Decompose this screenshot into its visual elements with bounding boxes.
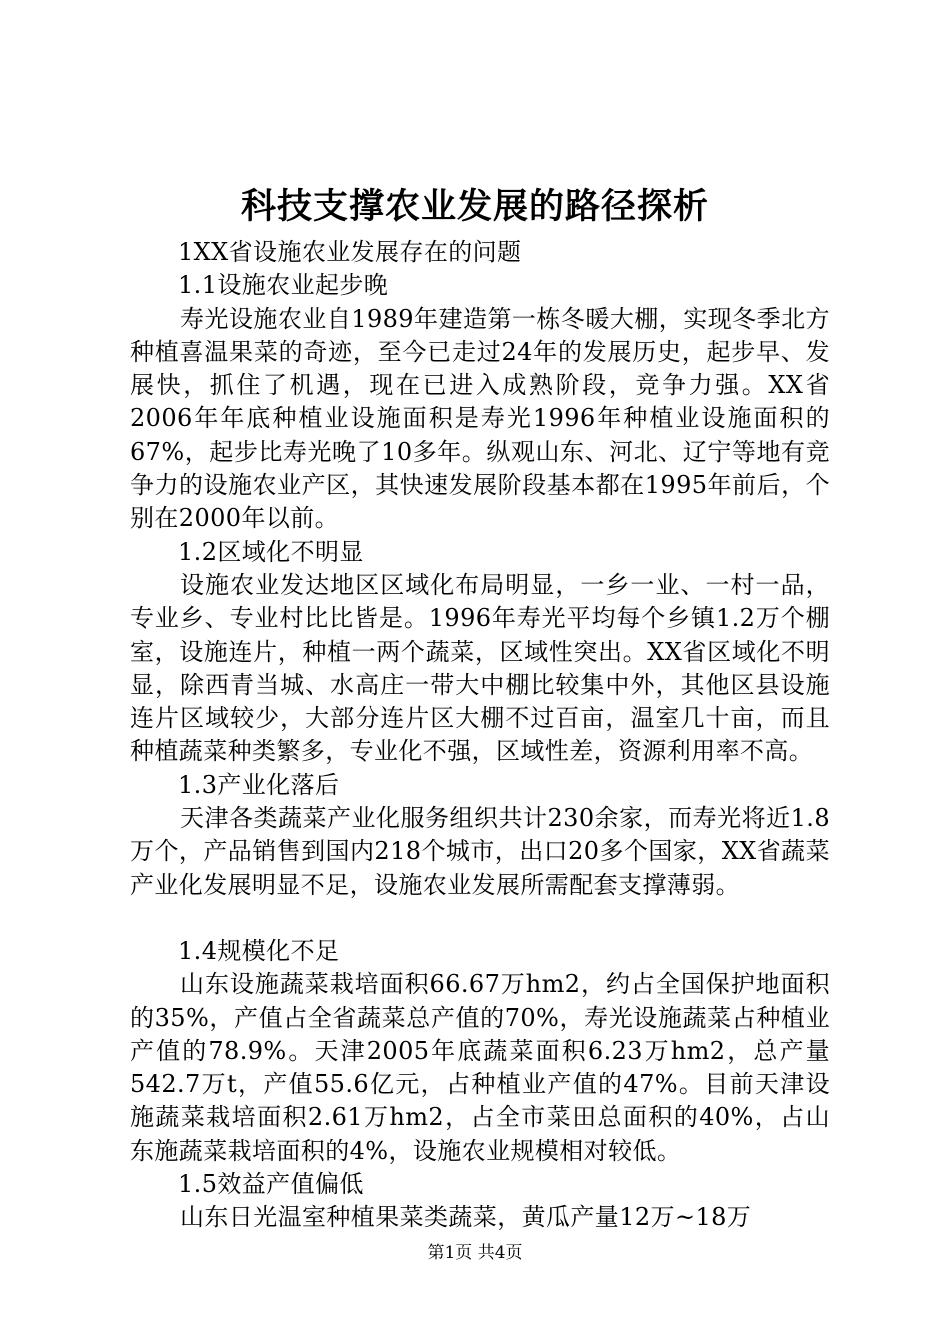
paragraph-1-4: 山东设施蔬菜栽培面积66.67万hm2，约占全国保护地面积的35%，产值占全省蔬菜总产值的70%，寿光设施蔬菜占种植业产值的78.9%。天津2005年底蔬菜面积6.23万hm2，总产量542.7万t，产值55.6亿元，占种植业产值的47%。目前天津设施蔬菜栽培面积2.61万hm2，占全市菜田总面积的40%，占山东施蔬菜栽培面积的4%，设施农业规模相对较低。 [130,970,830,1165]
section-heading-1-4: 1.4规模化不足 [178,936,340,965]
paragraph-spacer [130,902,830,935]
section-heading-1-5: 1.5效益产值偏低 [178,1170,364,1199]
page-footer: 第1页 共4页 [427,1243,523,1263]
section-heading-1-2: 1.2区域化不明显 [178,537,364,566]
paragraph-1-2: 设施农业发达地区区域化布局明显，一乡一业、一村一品，专业乡、专业村比比皆是。1996年寿光平均每个乡镇1.2万个棚室，设施连片，种植一两个蔬菜，区域性突出。XX省区域化不明显，除西青当城、水高庄一带大中棚比较集中外，其他区县设施连片区域较少，大部分连片区大棚不过百亩，温室几十亩，而且种植蔬菜种类繁多，专业化不强，区域性差，资源利用率不高。 [130,570,830,766]
paragraph-1-1: 寿光设施农业自1989年建造第一栋冬暖大棚，实现冬季北方种植喜温果菜的奇迹，至今已走过24年的发展历史，起步早、发展快，抓住了机遇，现在已进入成熟阶段，竞争力强。XX省2006年年底种植业设施面积是寿光1996年种植业设施面积的67%，起步比寿光晚了10多年。纵观山东、河北、辽宁等地有竞争力的设施农业产区，其快速发展阶段基本都在1995年前后，个别在2000年以前。 [130,304,830,533]
document-title: 科技支撑农业发展的路径探析 [240,186,709,227]
paragraph-1-3: 天津各类蔬菜产业化服务组织共计230余家，而寿光将近1.8万个，产品销售到国内218个城市，出口20多个国家，XX省蔬菜产业化发展明显不足，设施农业发展所需配套支撑薄弱。 [130,804,830,899]
document-body [130,236,830,1235]
section-heading-1-1: 1.1设施农业起步晚 [178,271,389,300]
section-heading-1: 1XX省设施农业发展存在的问题 [178,238,522,266]
section-heading-1-3: 1.3产业化落后 [178,770,340,799]
paragraph-1-5: 山东日光温室种植果菜类蔬菜，黄瓜产量12万~18万 [180,1203,752,1232]
